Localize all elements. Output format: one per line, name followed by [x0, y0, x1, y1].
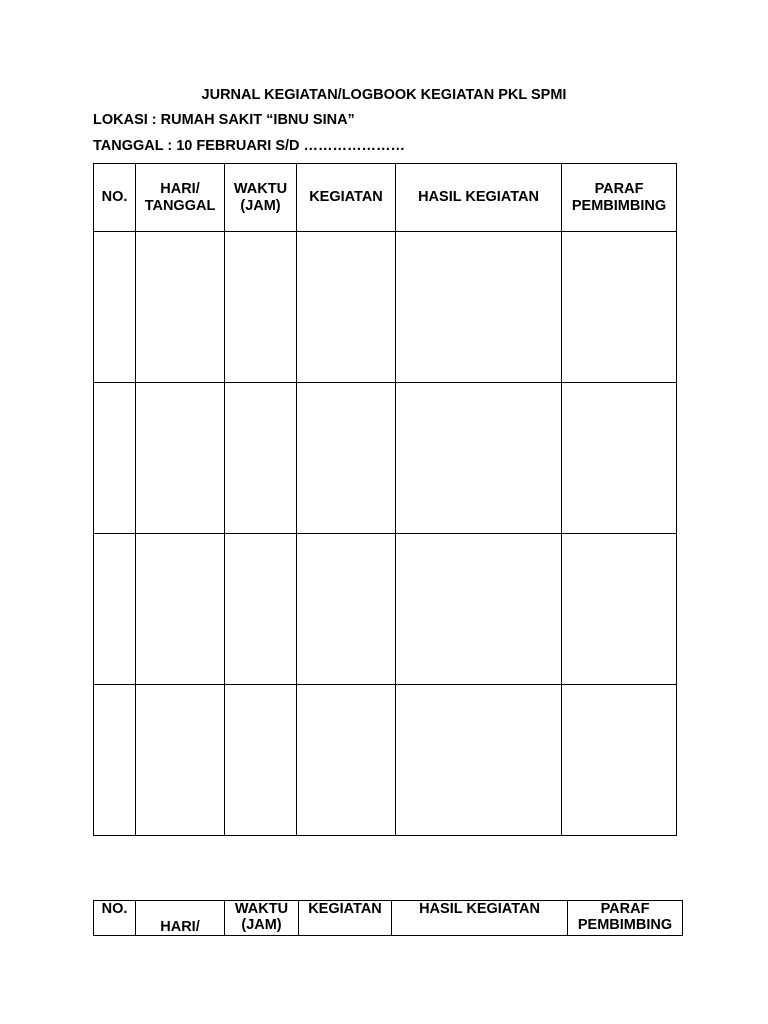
header-hasil-kegiatan: HASIL KEGIATAN: [396, 164, 562, 232]
cell-hasil-kegiatan[interactable]: [396, 232, 562, 383]
table-header-row: [94, 901, 683, 936]
header-hari-tanggal: HARI/: [136, 901, 225, 936]
cell-waktu[interactable]: [225, 383, 297, 534]
header-waktu: WAKTU (JAM): [225, 164, 297, 232]
document-title: JURNAL KEGIATAN/LOGBOOK KEGIATAN PKL SPMI: [201, 87, 567, 103]
cell-paraf[interactable]: [562, 685, 677, 836]
header-kegiatan: KEGIATAN: [297, 164, 396, 232]
header-hasil-kegiatan: HASIL KEGIATAN: [392, 901, 568, 936]
cell-waktu[interactable]: [225, 232, 297, 383]
cell-hari-tanggal[interactable]: [136, 383, 225, 534]
header-paraf: PARAF PEMBIMBING: [562, 164, 677, 232]
cell-hari-tanggal[interactable]: [136, 232, 225, 383]
cell-hari-tanggal[interactable]: [136, 534, 225, 685]
header-no: NO.: [94, 164, 136, 232]
cell-hasil-kegiatan[interactable]: [396, 685, 562, 836]
header-hari-tanggal: HARI/ TANGGAL: [136, 164, 225, 232]
table-row: [94, 685, 677, 836]
logbook-table-page2: [93, 900, 683, 936]
cell-waktu[interactable]: [225, 534, 297, 685]
header-no: NO.: [94, 901, 136, 936]
cell-paraf[interactable]: [562, 534, 677, 685]
header-paraf: PARAF PEMBIMBING: [568, 901, 683, 936]
location-line: LOKASI : RUMAH SAKIT “IBNU SINA”: [93, 112, 355, 128]
cell-kegiatan[interactable]: [297, 232, 396, 383]
header-kegiatan: KEGIATAN: [299, 901, 392, 936]
table-row: [94, 534, 677, 685]
table-header-row: [94, 164, 677, 232]
cell-hasil-kegiatan[interactable]: [396, 534, 562, 685]
table-row: [94, 232, 677, 383]
cell-no[interactable]: [94, 383, 136, 534]
cell-no[interactable]: [94, 232, 136, 383]
cell-paraf[interactable]: [562, 383, 677, 534]
cell-no[interactable]: [94, 534, 136, 685]
cell-paraf[interactable]: [562, 232, 677, 383]
cell-waktu[interactable]: [225, 685, 297, 836]
table-row: [94, 383, 677, 534]
date-line: TANGGAL : 10 FEBRUARI S/D …………………: [93, 138, 406, 154]
cell-hasil-kegiatan[interactable]: [396, 383, 562, 534]
cell-kegiatan[interactable]: [297, 534, 396, 685]
header-waktu: WAKTU (JAM): [225, 901, 299, 936]
cell-hari-tanggal[interactable]: [136, 685, 225, 836]
cell-kegiatan[interactable]: [297, 383, 396, 534]
cell-no[interactable]: [94, 685, 136, 836]
cell-kegiatan[interactable]: [297, 685, 396, 836]
logbook-table: [93, 163, 677, 836]
